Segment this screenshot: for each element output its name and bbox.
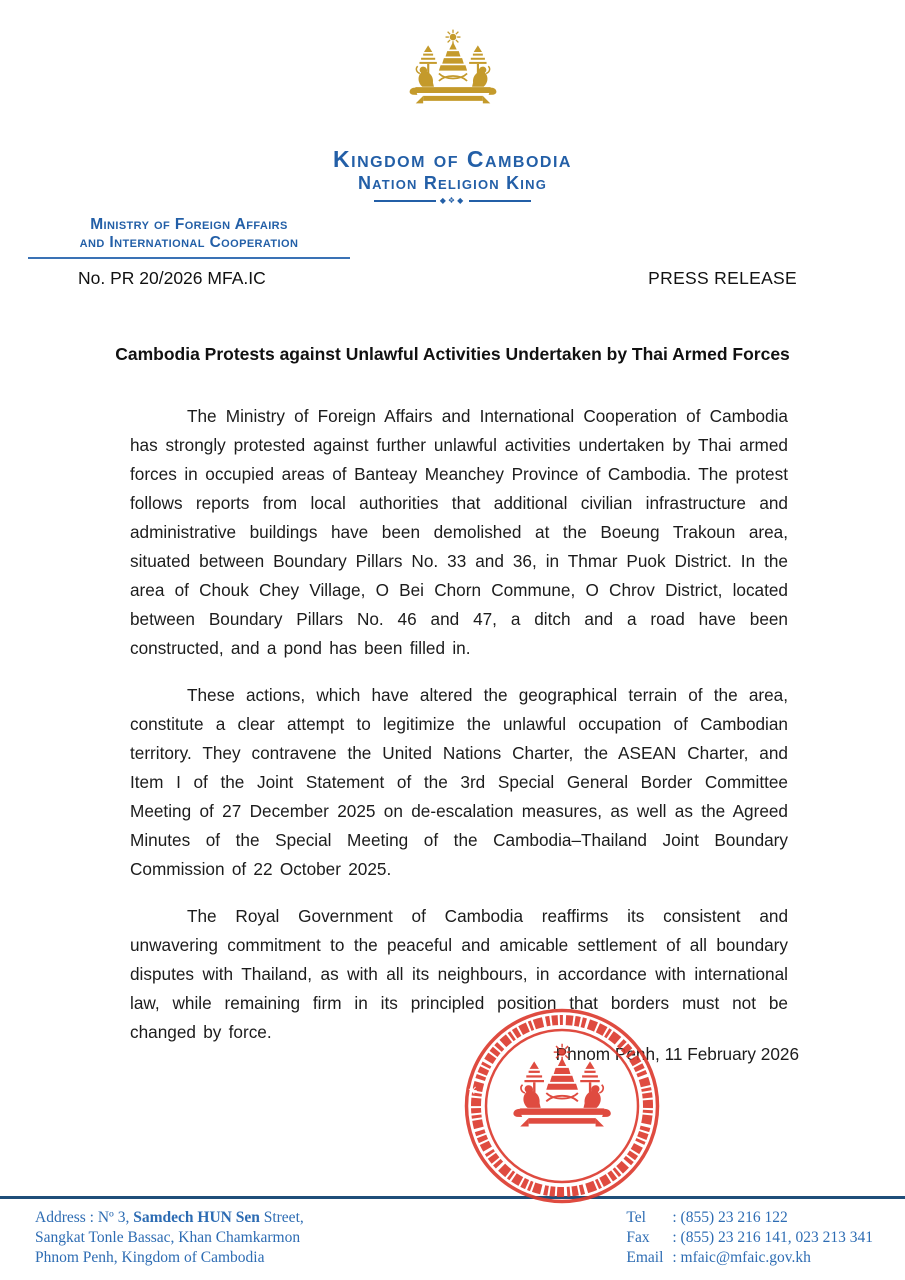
kingdom-title: Kingdom of Cambodia: [333, 146, 572, 172]
telephone-row: Tel : (855) 23 216 122: [626, 1209, 788, 1226]
footer-address-block: [35, 1208, 304, 1268]
ornamental-divider-icon: ◆❖◆: [0, 197, 905, 205]
dateline: Phnom Penh, 11 February 2026: [555, 1044, 799, 1064]
reference-line: [78, 268, 797, 289]
royal-arms-emblem-icon: [0, 26, 905, 126]
svg-text:*: *: [466, 1082, 482, 1105]
ministry-name-line2: and International Cooperation: [79, 234, 299, 251]
fax-row: Fax : (855) 23 216 141, 023 213 341: [626, 1229, 873, 1246]
ministry-letterhead: [28, 216, 350, 259]
body-paragraph: These actions, which have altered the geographical terrain of the area, constitute a clear attempt to legitimize the unlawful occupation of Cambodian territory. They contravene the United Nations Charter, the ASEAN Charter, and Item I of the Joint Statement of the 3rd Special General Border Committee Meeting of 27 December 2025 on de-escalation measures, as well as the Agreed Minutes of the Special Meeting of the Cambodia–Thailand Joint Boundary Commission of 22 October 2025.: [130, 685, 788, 879]
body-paragraph: The Royal Government of Cambodia reaffirms its consistent and unwavering commitment to the peaceful and amicable settlement of all boundary disputes with Thailand, as with all its neighbours, in accordance with international law, while remaining firm in its principled position that borders must not be changed by force.: [130, 906, 788, 1042]
footer: [35, 1208, 873, 1268]
press-release-title: Cambodia Protests against Unlawful Activities Undertaken by Thai Armed Forces: [115, 344, 790, 364]
footer-contact-block: [626, 1208, 873, 1268]
body-paragraph: The Ministry of Foreign Affairs and International Cooperation of Cambodia has strongly protested against further unlawful activities undertaken by Thai armed forces in occupied areas of Banteay Meanchey Province of Cambodia. The protest follows reports from local authorities that additional civilian infrastructure and administrative buildings have been demolished at the Boeung Trakoun area, situated between Boundary Pillars No. 33 and 36, in Thmar Puok District. In the area of Chouk Chey Village, O Bei Chorn Commune, O Chrov District, located between Boundary Pillars No. 46 and 47, a ditch and a road have been constructed, and a pond has been filled in.: [130, 406, 788, 658]
footer-divider: [0, 1196, 905, 1199]
address-line-1: Address : Nº 3, Samdech HUN Sen Street,: [35, 1209, 304, 1226]
ministry-red-seal-icon: [456, 1006, 668, 1206]
document-type-label: PRESS RELEASE: [648, 268, 797, 288]
national-motto: Nation Religion King: [357, 173, 548, 193]
address-line-2: Sangkat Tonle Bassac, Khan Chamkarmon: [35, 1229, 301, 1246]
email-row: Email : mfaic@mfaic.gov.kh: [626, 1249, 811, 1266]
reference-number: No. PR 20/2026 MFA.IC: [78, 268, 266, 288]
ministry-name-line1: Ministry of Foreign Affairs: [90, 216, 288, 233]
address-line-3: Phnom Penh, Kingdom of Cambodia: [35, 1249, 265, 1266]
press-release-body: [130, 402, 788, 1065]
